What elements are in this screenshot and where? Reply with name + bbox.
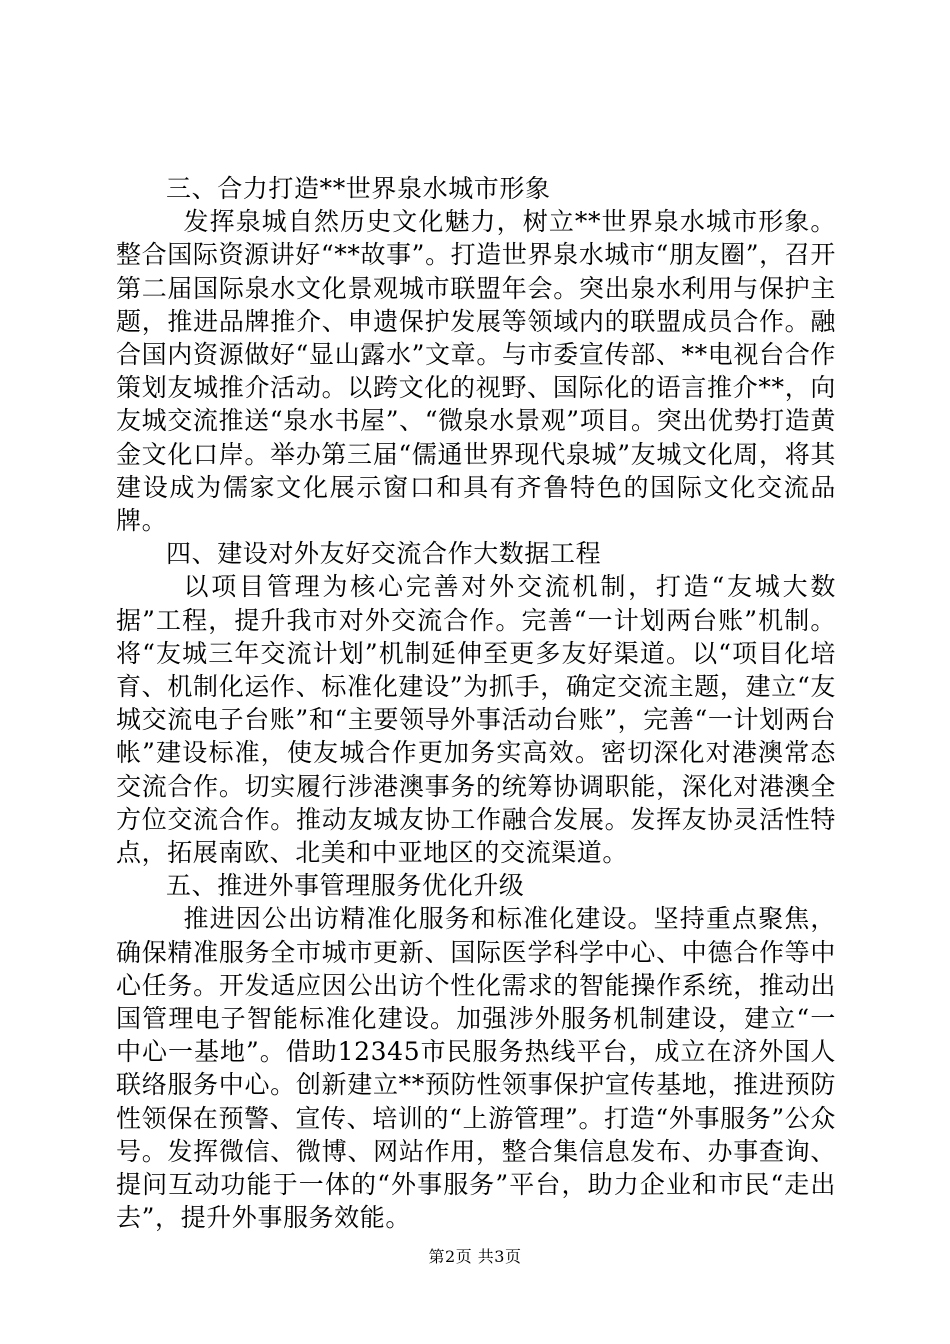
section-heading-5: 五、推进外事管理服务优化升级 xyxy=(166,871,525,901)
section-heading-3: 三、合力打造**世界泉水城市形象 xyxy=(166,174,551,203)
document-body xyxy=(116,172,836,1235)
page-number-footer: 第2页 共3页 xyxy=(428,1247,522,1266)
section-paragraph-5: 推进因公出访精准化服务和标准化建设。坚持重点聚焦，确保精准服务全市城市更新、国际医学科学中心、中德合作等中心任务。开发适应因公出访个性化需求的智能操作系统，推动出国管理电子智能标准化建设。加强涉外服务机制建设，建立“一中心一基地”。借助12345市民服务热线平台，成立在济外国人联络服务中心。创新建立**预防性领事保护宣传基地，推进预防性领保在预警、宣传、培训的“上游管理”。打造“外事服务”公众号。发挥微信、微博、网站作用，整合集信息发布、办事查询、提问互动功能于一体的“外事服务”平台，助力企业和市民“走出去”，提升外事服务效能。 xyxy=(116,904,836,1233)
section-paragraph-3: 发挥泉城自然历史文化魅力，树立**世界泉水城市形象。整合国际资源讲好“**故事”。打造世界泉水城市“朋友圈”，召开第二届国际泉水文化景观城市联盟年会。突出泉水利用与保护主题，推进品牌推介、申遗保护发展等领域内的联盟成员合作。融合国内资源做好“显山露水”文章。与市委宣传部、**电视台合作策划友城推介活动。以跨文化的视野、国际化的语言推介**，向友城交流推送“泉水书屋”、“微泉水景观”项目。突出优势打造黄金文化口岸。举办第三届“儒通世界现代泉城”友城文化周，将其建设成为儒家文化展示窗口和具有齐鲁特色的国际文化交流品牌。 xyxy=(116,207,836,536)
section-paragraph-4: 以项目管理为核心完善对外交流机制，打造“友城大数据”工程，提升我市对外交流合作。完善“一计划两台账”机制。将“友城三年交流计划”机制延伸至更多友好渠道。以“项目化培育、机制化运作、标准化建设”为抓手，确定交流主题，建立“友城交流电子台账”和“主要领导外事活动台账”，完善“一计划两台帐”建设标准，使友城合作更加务实高效。密切深化对港澳常态交流合作。切实履行涉港澳事务的统筹协调职能，深化对港澳全方位交流合作。推动友城友协工作融合发展。发挥友协灵活性特点，拓展南欧、北美和中亚地区的交流渠道。 xyxy=(116,572,836,868)
section-heading-4: 四、建设对外友好交流合作大数据工程 xyxy=(166,539,602,569)
